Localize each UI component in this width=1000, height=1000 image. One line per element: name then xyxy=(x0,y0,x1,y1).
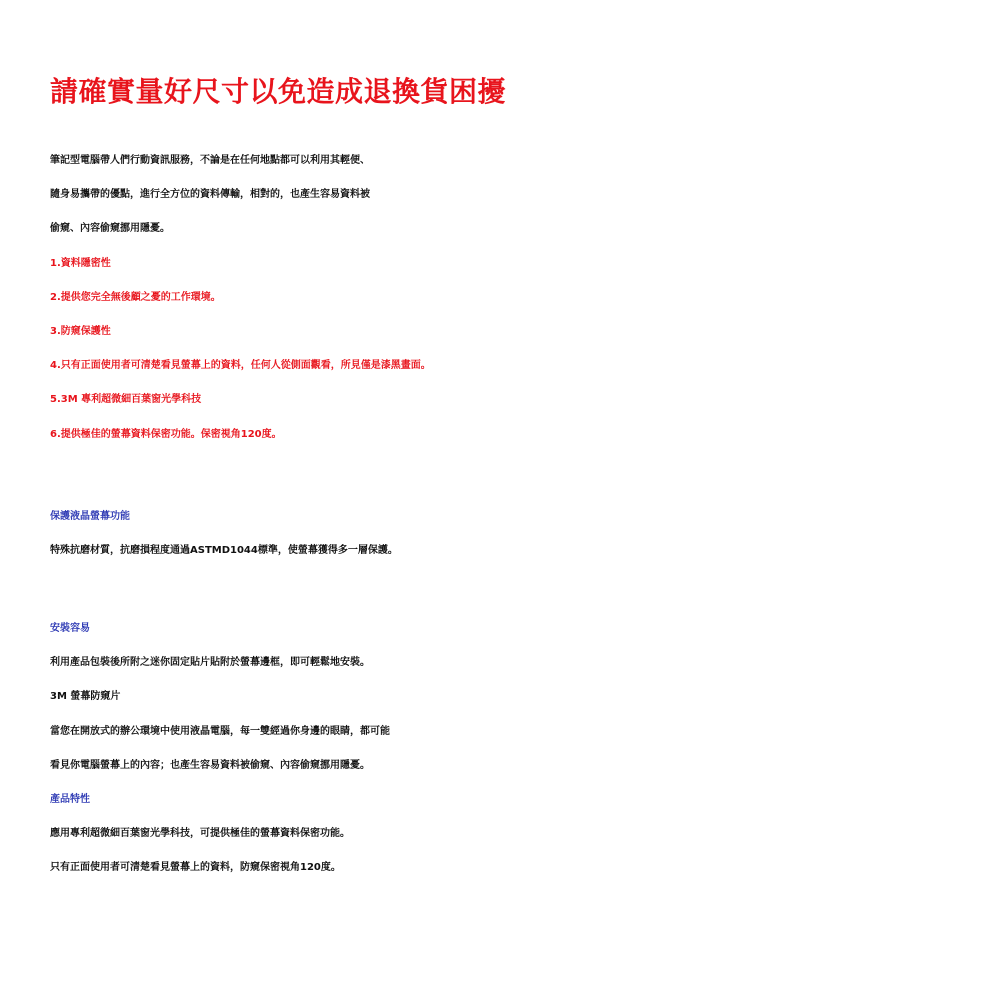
protect-section xyxy=(50,500,990,568)
install-section xyxy=(50,612,990,886)
feature-item: 6.提供極佳的螢幕資料保密功能。保密視角120度。 xyxy=(50,428,282,440)
protect-heading: 保護液晶螢幕功能 xyxy=(50,511,130,522)
product-desc-line: 當您在開放式的辦公環境中使用液晶電腦，每一雙經過你身邊的眼睛，都可能 xyxy=(50,725,390,737)
feature-item: 2.提供您完全無後顧之憂的工作環境。 xyxy=(50,291,221,303)
intro-line: 偷窺、內容偷窺挪用隱憂。 xyxy=(50,223,170,235)
intro-line: 筆記型電腦帶人們行動資訊服務，不論是在任何地點都可以利用其輕便、 xyxy=(50,155,370,166)
protect-text: 特殊抗磨材質，抗磨損程度通過ASTMD1044標準，使螢幕獲得多一層保護。 xyxy=(50,545,398,557)
feature-item: 5.3M 專利超微細百葉窗光學科技 xyxy=(50,394,202,406)
feature-item: 3.防窺保護性 xyxy=(50,325,111,337)
feature-line: 只有正面使用者可清楚看見螢幕上的資料，防窺保密視角120度。 xyxy=(50,862,341,874)
install-text: 利用產品包裝後所附之迷你固定貼片貼附於螢幕邊框，即可輕鬆地安裝。 xyxy=(50,657,370,669)
feature-heading: 產品特性 xyxy=(50,793,90,805)
warning-headline: 請確實量好尺寸以免造成退換貨困擾 xyxy=(50,75,507,108)
intro-section xyxy=(50,144,990,452)
install-heading: 安裝容易 xyxy=(50,623,90,634)
product-desc-line: 看見你電腦螢幕上的內容；也產生容易資料被偷窺、內容偷窺挪用隱憂。 xyxy=(50,759,370,771)
feature-item: 4.只有正面使用者可清楚看見螢幕上的資料，任何人從側面觀看，所見僅是漆黑畫面。 xyxy=(50,360,431,372)
intro-line: 隨身易攜帶的優點，進行全方位的資料傳輸，相對的，也產生容易資料被 xyxy=(50,189,370,201)
feature-item: 1.資料隱密性 xyxy=(50,257,111,269)
product-title: 3M 螢幕防窺片 xyxy=(50,691,121,703)
feature-line: 應用專利超微細百葉窗光學科技，可提供極佳的螢幕資料保密功能。 xyxy=(50,828,350,840)
